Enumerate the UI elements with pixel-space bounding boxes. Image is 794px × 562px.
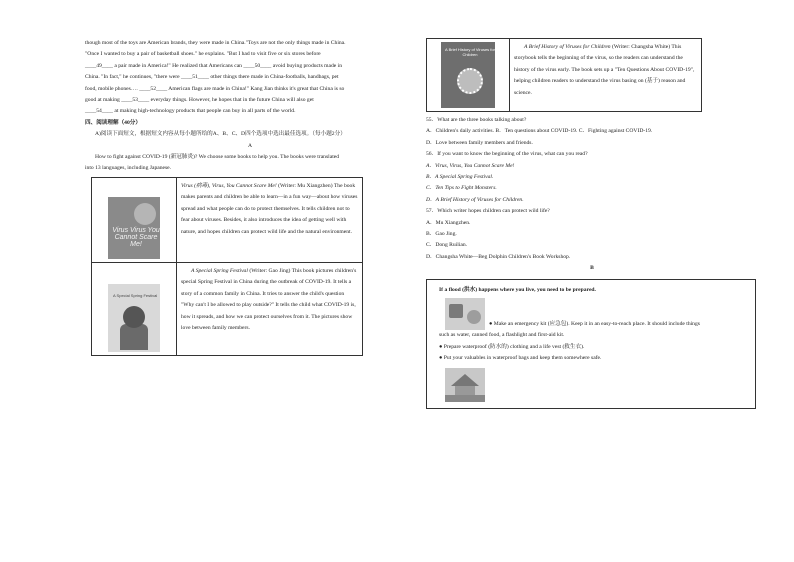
bullet: ● Prepare waterproof (防水的) clothing and a life vest (救生衣). xyxy=(439,343,585,350)
passage-line: though most of the toys are American brands, they were made in China."Toys are not the only things made in China. xyxy=(85,40,346,46)
passage-line: ____54____ at making high-technology products that people can buy in all parts of the world. xyxy=(85,108,296,115)
book-title: A Brief History of Viruses for Children xyxy=(524,44,611,50)
question-options: A．Children's daily activities. B．Ten questions about COVID-19. C．Fighting against COVID-19. xyxy=(426,128,653,135)
section-heading: 四、阅读理解（40分） xyxy=(85,119,141,126)
book-description: (Writer: Changsha White) This storybook tells the beginning of the virus, so the readers can understand the history of the virus early. The book sets up a "Ten Questions About COVID-19", helping children readers to understand the virus basing on (基于) reason and science. xyxy=(514,44,695,96)
kit-row xyxy=(439,296,745,330)
question-option: C．Dong Ruilian. xyxy=(426,242,468,249)
passage-line: "Once I wanted to buy a pair of basketball shoes." he explains. "But I had to visit five or six stores before xyxy=(85,51,321,58)
book-cover-image xyxy=(441,42,495,108)
book-cover-image xyxy=(108,197,160,259)
question-option: D．Changsha White—Beg Dolphin Children's Book Workshop. xyxy=(426,253,571,260)
cover-title: A Brief History of Viruses for Children xyxy=(445,47,495,57)
book-cover-image xyxy=(108,284,160,352)
question-option: D．Love between family members and friends. xyxy=(426,139,533,146)
book-row xyxy=(92,177,363,262)
intro-line: How to fight against COVID-19 (新冠肺炎)? We choose some books to help you. The books were translated xyxy=(95,154,340,161)
question-option: B．Gao Jing. xyxy=(426,231,457,238)
bullet: ● Make an emergency kit (应急包). Keep it in an easy-to-reach place. It should include things xyxy=(489,320,700,327)
book-description: (Writer: Mu Xiangzhen) The book makes parents and children be able to learn—in a fun way—about how viruses spread and what people can do to protect themselves. It tells children not to fear about viruses. Besides, it also introduces the idea of getting well with nature, and hopes children can protect wild life and the natural environment. xyxy=(181,182,358,235)
question-option: B．A Special Spring Festival. xyxy=(426,174,494,181)
bullet: such as water, canned food, a flashlight and first-aid kit. xyxy=(439,332,565,339)
book-title: A Special Spring Festival xyxy=(191,267,248,274)
book-row xyxy=(427,39,702,112)
bullet: ● Put your valuables in waterproof bags and keep them somewhere safe. xyxy=(439,354,602,361)
passage-label: B xyxy=(590,265,594,272)
book-row xyxy=(92,262,363,355)
instruction: A)阅读下面短文，根据短文内容从每小题所给的A、B、C、D四个选项中选出最佳选项。（每小题2分） xyxy=(95,131,346,138)
question-option: A．Virus, Virus, You Cannot Scare Me! xyxy=(426,162,515,169)
passage-label: A xyxy=(247,142,253,149)
cover-title: A Special Spring Festival xyxy=(113,292,158,298)
book-cover-cell xyxy=(427,39,510,112)
questions xyxy=(426,115,758,263)
book-cover-cell xyxy=(92,262,177,355)
passage-line: ____49____ a pair made in America!" He realized that Americans can ____50____ avoid buying products made in xyxy=(85,62,343,69)
emergency-kit-image xyxy=(445,298,485,330)
book-description-cell xyxy=(177,177,363,262)
book-cover-cell xyxy=(92,177,177,262)
books-table xyxy=(91,177,363,356)
question-stem: 57．Which writer hopes children can protect wild life? xyxy=(426,208,550,215)
question-stem: 56．If you want to know the beginning of the virus, what can you read? xyxy=(426,151,588,158)
question-option: C．Ten Tips to Fight Monsters. xyxy=(426,185,497,192)
question-option: D．A Brief History of Viruses for Children. xyxy=(426,196,524,203)
cover-title: Virus Virus You Cannot Scare Me! xyxy=(112,226,160,248)
passage-line: good at making ____53____ everyday things. However, he hopes that in the future China will also get xyxy=(85,97,314,104)
left-column xyxy=(85,38,415,356)
right-column xyxy=(426,38,758,409)
book-description-cell xyxy=(177,262,363,355)
book-description-cell xyxy=(510,39,702,112)
book-description: (Writer: Gao Jing) This book pictures children's special Spring Festival in China during the outbreak of COVID-19. It tells a story of a common family in China. It tries to answer the child's question "Why can't I be allowed to play outside?" It tells the child what COVID-19 is, how it spreads, and how we can protect ourselves from it. The pictures show love between family members. xyxy=(181,267,357,331)
flood-house-image xyxy=(445,368,485,402)
question-option: A．Mu Xiangzhen. xyxy=(426,219,471,226)
passage-b-heading: If a flood (洪水) happens where you live, you need to be prepared. xyxy=(439,286,596,293)
book3-table xyxy=(426,38,702,112)
passage-line: food, mobile phones…. ____52____ American flags are made in China!" Kang Jian thinks it's great that China is so xyxy=(85,85,345,92)
passage-line: China. "In fact," he continues, "there were ____51____ other things there made in China-footballs, handbags, pet xyxy=(85,74,339,81)
book-title: Virus (病毒), Virus, You Cannot Scare Me! xyxy=(181,182,277,189)
question-stem: 55．What are the three books talking about? xyxy=(426,117,527,123)
passage-b-box xyxy=(426,279,756,410)
intro-line: into 13 languages, including Japanese. xyxy=(85,165,172,172)
